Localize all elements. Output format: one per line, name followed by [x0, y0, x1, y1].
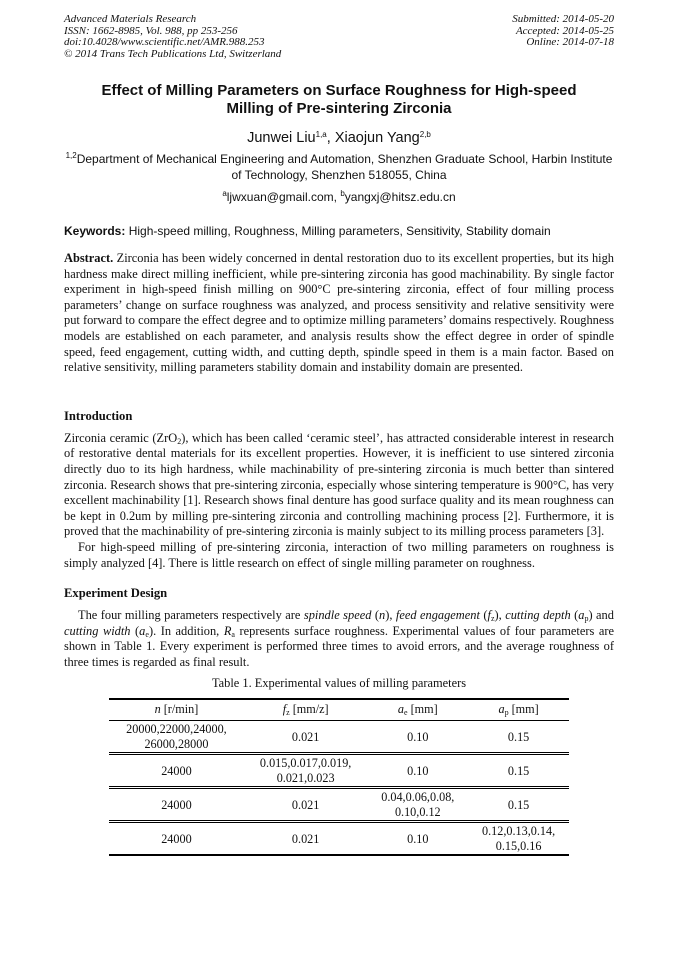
affiliation: $^{1,2}$Department of Mechanical Engineering and Automation, Shenzhen Graduate School, Harbin Institute of Technology, Shenzhen 518055, China [65, 151, 613, 182]
table-row [109, 721, 569, 754]
table-cell: 0.021 [244, 788, 368, 822]
author-name: Xiaojun Yang [334, 130, 420, 146]
keywords: Keywords: High-speed milling, Roughness, Milling parameters, Sensitivity, Stability domain [64, 224, 551, 238]
table-row [109, 822, 569, 856]
table-cell: 0.12,0.13,0.14, 0.15,0.16 [468, 822, 569, 856]
table-cell: 0.10 [367, 754, 468, 788]
author-emails: $^a$ljwxuan@gmail.com, $^b$yangxj@hitsz.edu.cn [222, 189, 456, 204]
table-cell: 24000 [109, 754, 244, 788]
abstract: Abstract. Zirconia has been widely concerned in dental restoration duo to its excellent properties, but its high hardness make direct milling inefficient, while pre-sintering zirconia has good machinability. By single factor experiment in high-speed finish milling on 900°C pre-sintering zirconia, effect of four milling process parameters’ change on surface roughness was analyzed, and process sensitivity and relative sensitivity were put forward to compare the effect degree and to optimize milling parameters’ domains respectively. Roughness models are established on each parameter, and analysis results show the effect degree in order of spindle speed, feed engagement, cutting width, and cutting depth, spindle speed in them is a main factor. Based on relative sensitivity, milling parameters stability domain and instability domain are presented. [64, 251, 614, 375]
column-header: $f_z$ [mm/z] [244, 699, 368, 721]
table-cell: 0.15 [468, 754, 569, 788]
paper-title: Effect of Milling Parameters on Surface Roughness for High-speed Milling of Pre-sintering Zirconia [101, 82, 577, 117]
table-cell: 24000 [109, 822, 244, 856]
table-cell: 0.10 [367, 822, 468, 856]
intro-paragraph: For high-speed milling of pre-sintering zirconia, interaction of two milling parameters on roughness is simply analyzed [4]. There is little research on effect of single milling parameter on roughness. [64, 539, 614, 570]
dates-header [512, 14, 614, 49]
journal-name: Advanced Materials Research [64, 13, 197, 25]
author-list: Junwei Liu$^{1,a}$, Xiaojun Yang$^{2,b}$ [247, 130, 431, 146]
submitted-date: Submitted: 2014-05-20 [512, 13, 614, 25]
table-cell: 0.021 [244, 721, 368, 754]
table-cell: 0.04,0.06,0.08, 0.10,0.12 [367, 788, 468, 822]
journal-header [64, 14, 281, 60]
experiment-paragraph: The four milling parameters respectively are spindle speed (n), feed engagement $(f_z)$, cutting depth $(a_p)$ and cutting width $(a_e)$. In addition, $R_a$ represents surface roughness. Experimental values of four parameters are shown in Table 1. Every experiment is performed three times to avoid errors, and the average roughness of three times is regarded as final result. [64, 608, 614, 669]
table-cell: 20000,22000,24000, 26000,28000 [109, 721, 244, 754]
email-link[interactable]: yangxj@hitsz.edu.cn [344, 190, 456, 204]
column-header: $a_e$ [mm] [367, 699, 468, 721]
section-heading-introduction: Introduction [64, 408, 133, 423]
issn: ISSN: 1662-8985, Vol. 988, pp 253-256 [64, 24, 238, 37]
column-header: n [r/min] [109, 699, 244, 721]
intro-paragraph: Zirconia ceramic (ZrO$_2$), which has been called ‘ceramic steel’, has attracted considerable interest in research of restorative dental materials for its excellent properties. However, it is inefficient to use sintered zirconia directly duo to its high hardness, while machinability of pre-sintering zirconia is much better than sintered zirconia. Research shows that pre-sintering zirconia, especially whose sintering temperature is 900°C, has very excellent machinability [1]. Research shows final denture has good surface quality and its mean roughness can be kept in 0.2um by milling pre-sintering zirconia and controlling machining process [2]. Furthermore, it is proved that the machinability of pre-sintering zirconia is mainly subject to its milling process parameters [3]. [64, 430, 615, 539]
doi: doi:10.4028/www.scientific.net/AMR.988.253 [64, 36, 265, 48]
copyright: © 2014 Trans Tech Publications Ltd, Switzerland [64, 47, 282, 60]
table-cell: 0.15 [468, 788, 569, 822]
online-date: Online: 2014-07-18 [526, 36, 614, 48]
parameters-table [109, 698, 569, 856]
table-caption: Table 1. Experimental values of milling parameters [211, 676, 467, 691]
table-cell: 0.015,0.017,0.019, 0.021,0.023 [244, 754, 368, 788]
table-row [109, 754, 569, 788]
paper-body [64, 82, 614, 856]
table-cell: 0.15 [468, 721, 569, 754]
table-header-row [109, 699, 569, 721]
table-cell: 0.10 [367, 721, 468, 754]
table-row [109, 788, 569, 822]
accepted-date: Accepted: 2014-05-25 [515, 24, 614, 37]
column-header: $a_p$ [mm] [468, 699, 569, 721]
email-link[interactable]: ljwxuan@gmail.com, [226, 190, 341, 204]
author-name: Junwei Liu [247, 130, 316, 146]
table-cell: 24000 [109, 788, 244, 822]
table-cell: 0.021 [244, 822, 368, 856]
section-heading-experiment: Experiment Design [64, 586, 168, 601]
